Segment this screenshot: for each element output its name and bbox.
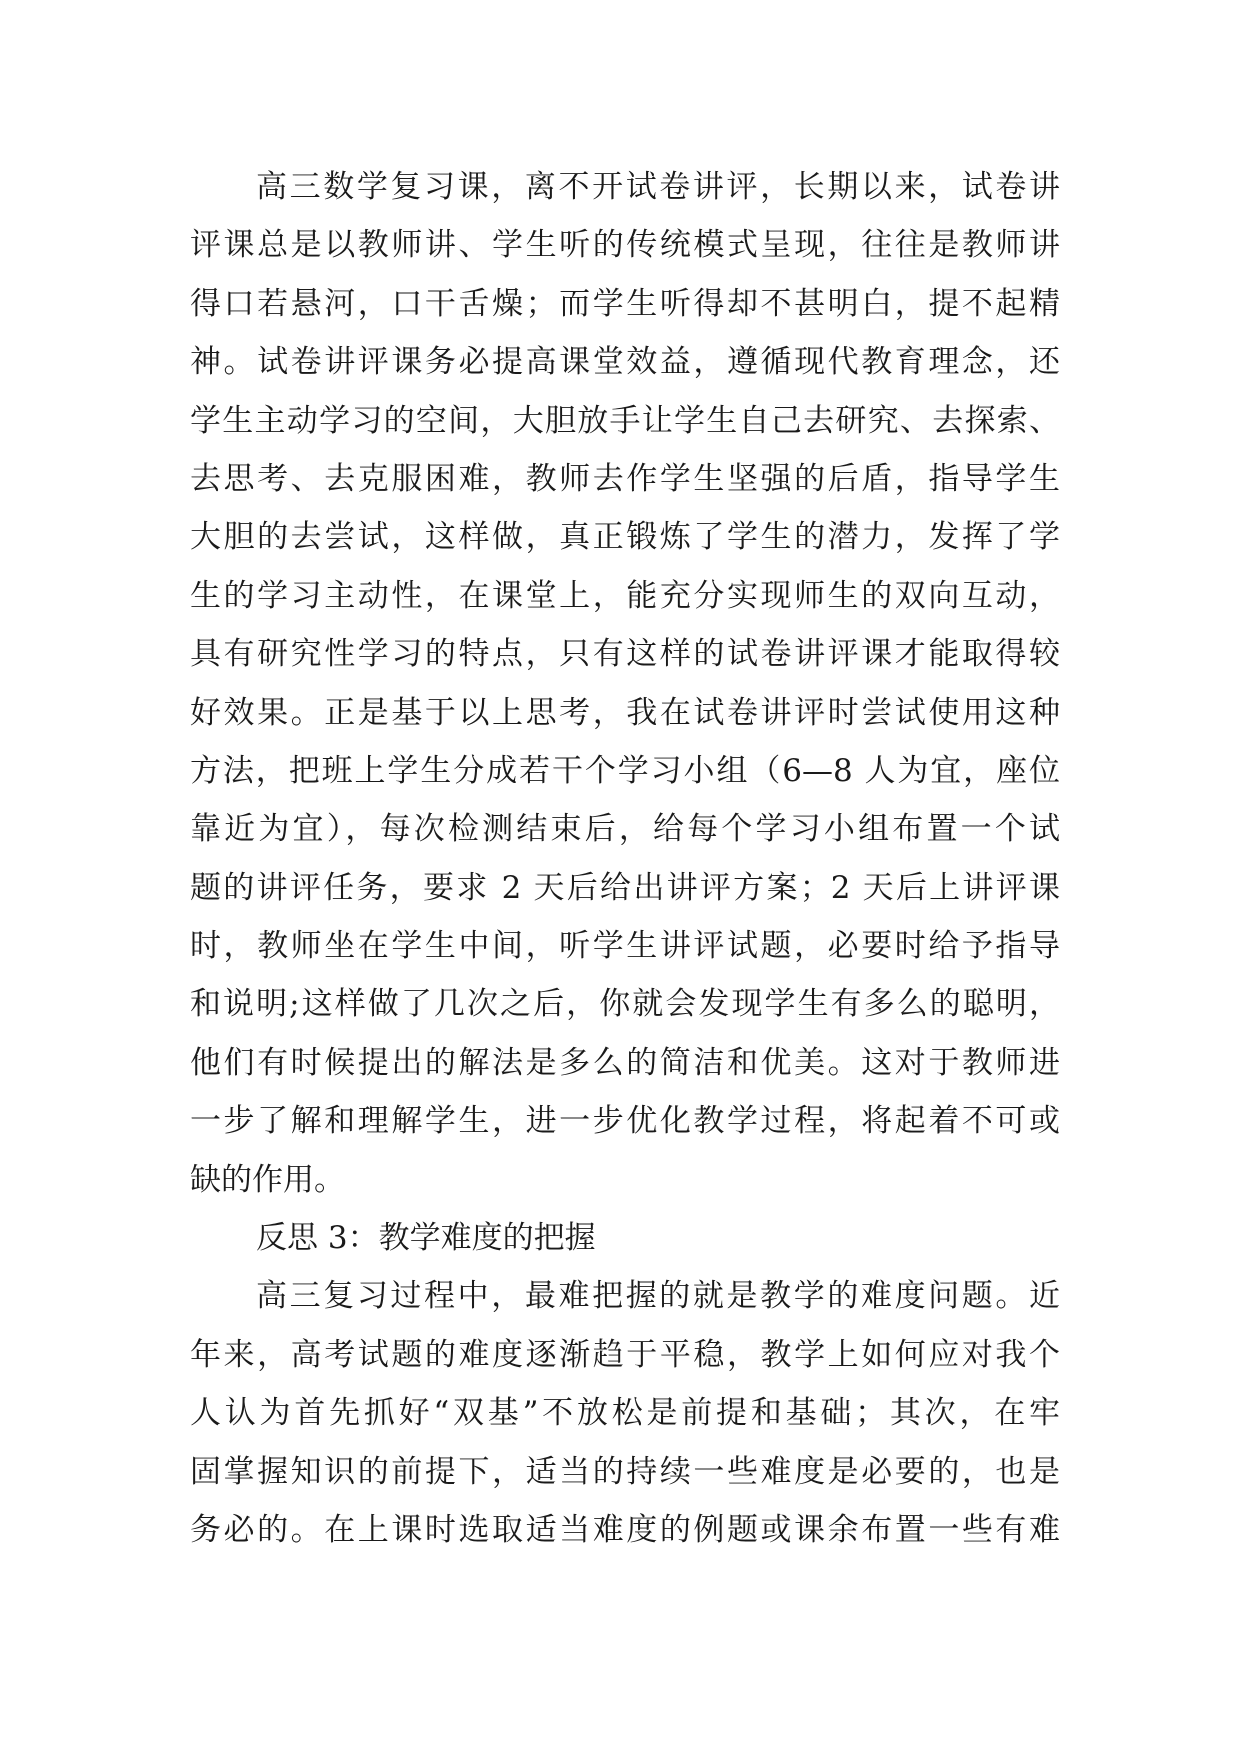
paragraph-exam-review — [190, 158, 1060, 1209]
text-line: 题的讲评任务，要求 2 天后给出讲评方案；2 天后上讲评课 — [190, 869, 1060, 906]
text-line: 评课总是以教师讲、学生听的传统模式呈现，往往是教师讲 — [190, 227, 1060, 264]
text-line: 具有研究性学习的特点，只有这样的试卷讲评课才能取得较 — [190, 636, 1060, 673]
text-line: 务必的。在上课时选取适当难度的例题或课余布置一些有难 — [190, 1511, 1060, 1548]
text-line: 一步了解和理解学生，进一步优化教学过程，将起着不可或 — [190, 1103, 1060, 1140]
text-line: 人认为首先抓好“双基”不放松是前提和基础；其次，在牢 — [190, 1395, 1060, 1432]
text-line: 缺的作用。 — [190, 1161, 345, 1198]
text-line: 好效果。正是基于以上思考，我在试卷讲评时尝试使用这种 — [190, 694, 1060, 731]
section-heading: 反思 3：教学难度的把握 — [256, 1220, 596, 1257]
text-line: 学生主动学习的空间，大胆放手让学生自己去研究、去探索、 — [190, 402, 1060, 439]
text-line: 大胆的去尝试，这样做，真正锻炼了学生的潜力，发挥了学 — [190, 519, 1060, 556]
text-line: 方法，把班上学生分成若干个学习小组（6—8 人为宜，座位 — [190, 752, 1060, 789]
text-line: 靠近为宜），每次检测结束后，给每个学习小组布置一个试 — [190, 811, 1060, 848]
text-line: 和说明;这样做了几次之后，你就会发现学生有多么的聪明， — [190, 986, 1060, 1023]
text-line: 高三复习过程中，最难把握的就是教学的难度问题。近 — [256, 1278, 1060, 1315]
text-line: 年来，高考试题的难度逐渐趋于平稳，教学上如何应对我个 — [190, 1336, 1060, 1373]
document-body — [190, 158, 1060, 1559]
text-line: 生的学习主动性，在课堂上，能充分实现师生的双向互动， — [190, 577, 1060, 614]
text-line: 时，教师坐在学生中间，听学生讲评试题，必要时给予指导 — [190, 928, 1060, 965]
text-line: 高三数学复习课，离不开试卷讲评，长期以来，试卷讲 — [256, 169, 1060, 205]
text-line: 去思考、去克服困难，教师去作学生坚强的后盾，指导学生 — [190, 460, 1060, 497]
text-line: 神。试卷讲评课务必提高课堂效益，遵循现代教育理念，还 — [190, 344, 1060, 381]
text-line: 得口若悬河，口干舌燥；而学生听得却不甚明白，提不起精 — [190, 285, 1060, 322]
paragraph-difficulty — [190, 1267, 1060, 1559]
text-line: 他们有时候提出的解法是多么的简洁和优美。这对于教师进 — [190, 1044, 1060, 1081]
text-line: 固掌握知识的前提下，适当的持续一些难度是必要的，也是 — [190, 1453, 1060, 1490]
